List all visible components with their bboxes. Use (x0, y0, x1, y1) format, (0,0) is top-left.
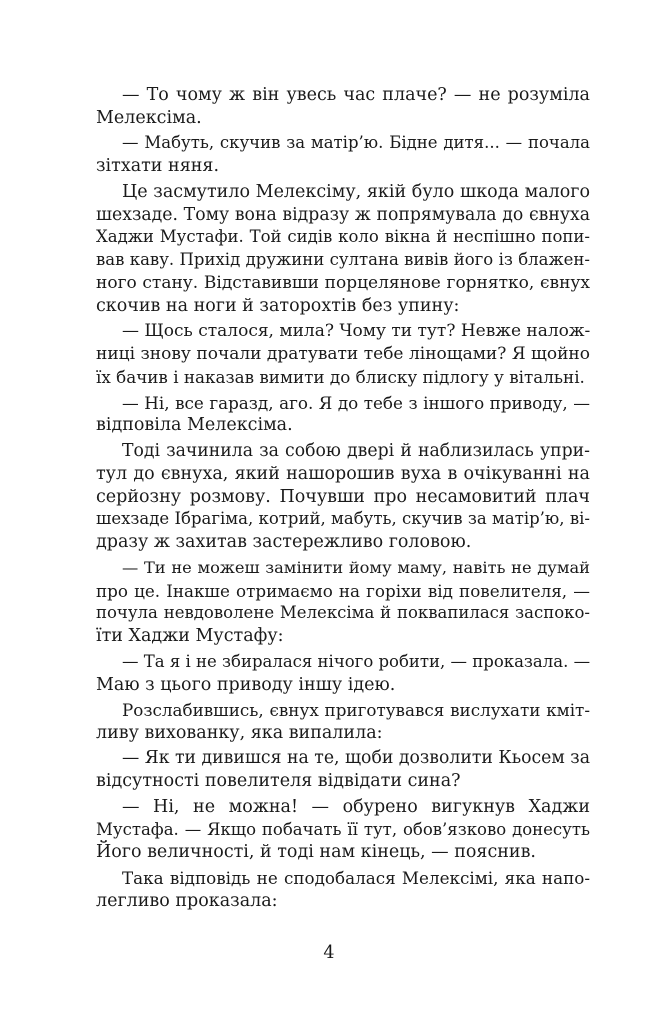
paragraph (96, 699, 590, 745)
text-line: почула невдоволене Мелексіма й поквапилася заспоко- (96, 603, 590, 623)
text-line: скочив на ноги й заторохтів без упину: (96, 295, 460, 316)
text-line: тул до євнуха, який нашорошив вуха в очікуванні на (96, 463, 590, 484)
text-line: дразу ж захитав застережливо головою. (96, 532, 472, 553)
text-line: — Та я і не збиралася нічого робити, — проказала. — (122, 651, 591, 671)
text-line: Розслабившись, євнух приготувався вислухати кміт- (122, 700, 590, 721)
text-line: вав каву. Прихід дружини султана вивів його із блажен- (96, 250, 590, 270)
text-line: ного стану. Відставивши порцелянове горнятко, євнух (96, 272, 590, 293)
text-line: зітхати няня. (96, 156, 220, 177)
paragraph (96, 747, 590, 793)
paragraph (96, 392, 590, 438)
paragraph (96, 181, 590, 318)
paragraph (96, 651, 590, 697)
text-line: ниці знову почали дратувати тебе лінощами? Я щойно (96, 344, 590, 365)
paragraph (96, 867, 590, 913)
text-line: шехзаде Ібрагіма, котрий, мабуть, скучив за матір’ю, ві- (96, 509, 590, 529)
paragraph (96, 440, 590, 554)
body-text (96, 84, 590, 913)
text-line: шехзаде. Тому вона відразу ж попрямувала до євнуха (96, 204, 590, 225)
text-line: — Мабуть, скучив за матір’ю. Бідне дитя... — почала (122, 133, 590, 153)
page-number: 4 (323, 943, 335, 963)
text-line: ливу вихованку, яка випалила: (96, 722, 383, 743)
text-line: їх бачив і наказав вимити до блиску підлогу у вітальні. (96, 366, 585, 387)
text-line: відповіла Мелексіма. (96, 415, 293, 436)
paragraph (96, 84, 590, 130)
text-line: Мустафа. — Якщо побачать її тут, обов’язково донесуть (96, 819, 590, 839)
text-line: — То чому ж він увесь час плаче? — не розуміла (122, 85, 590, 105)
text-line: — Щось сталося, мила? Чому ти тут? Невже налож- (122, 321, 591, 342)
paragraph (96, 320, 590, 388)
text-line: Тоді зачинила за собою двері й наблизилась упри- (122, 440, 590, 461)
text-line: Маю з цього приводу іншу ідею. (96, 674, 396, 695)
text-line: — Ні, не можна! — обурено вигукнув Хаджи (122, 796, 590, 817)
text-line: Така відповідь не сподобалася Мелексімі, яка напо- (122, 868, 590, 889)
text-line: Це засмутило Мелексіму, якій було шкода малого (122, 181, 590, 202)
text-line: їти Хаджи Мустафу: (96, 626, 284, 647)
text-line: — Як ти дивишся на те, щоби дозволити Кьосем за (122, 748, 590, 769)
text-line: — Ні, все гаразд, аго. Я до тебе з іншого приводу, — (122, 392, 590, 413)
text-line: легливо проказала: (96, 890, 278, 911)
text-line: Мелексіма. (96, 107, 202, 128)
text-line: — Ти не можеш замінити йому маму, навіть не думай (122, 557, 590, 577)
text-line: про це. Інакше отримаємо на горіхи від повелителя, — (96, 580, 590, 601)
text-line: Його величності, й тоді нам кінець, — пояснив. (96, 842, 536, 863)
paragraph (96, 796, 590, 864)
paragraph (96, 557, 590, 648)
text-line: Хаджи Мустафи. Той сидів коло вікна й неспішно попи- (96, 227, 590, 247)
paragraph (96, 132, 590, 178)
text-line: серйозну розмову. Почувши про несамовитий плач (96, 486, 590, 507)
text-line: відсутності повелителя відвідати сина? (96, 771, 461, 792)
